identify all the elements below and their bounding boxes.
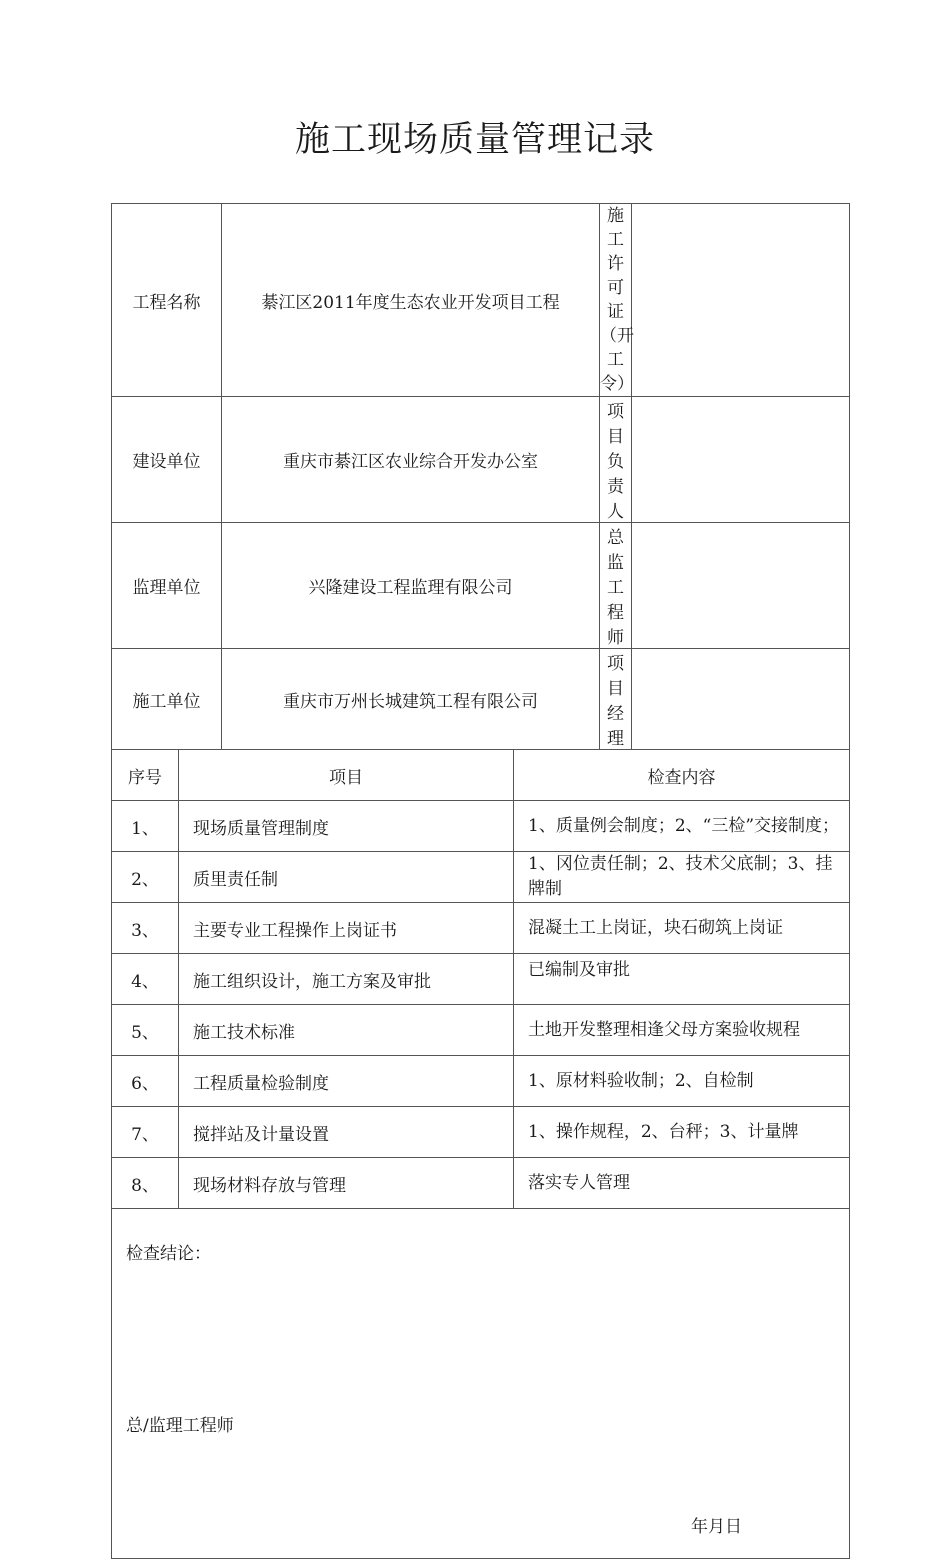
- permit-label: 施工许可证（开工令）: [600, 204, 632, 397]
- date-label: 年月日: [691, 1517, 742, 1537]
- supervisor-value: 兴隆建设工程监理有限公司: [222, 523, 600, 649]
- signature-label: 总/监理工程师: [126, 1416, 234, 1436]
- conclusion-label: 检查结论：: [126, 1244, 211, 1264]
- table-row: [112, 852, 850, 903]
- info-row-builder: [112, 397, 850, 523]
- row-content: 1、操作规程，2、台秤；3、计量牌: [514, 1107, 850, 1158]
- info-row-project: [112, 204, 850, 397]
- contractor-value: 重庆市万州长城建筑工程有限公司: [222, 649, 600, 750]
- row-no: 6、: [112, 1056, 179, 1107]
- row-content: 土地开发整理相逢父母方案验收规程: [514, 1005, 850, 1056]
- row-item: 搅拌站及计量设置: [179, 1107, 514, 1158]
- row-item: 施工技术标准: [179, 1005, 514, 1056]
- project-leader-label: 项目负责人: [600, 397, 632, 523]
- row-item: 现场材料存放与管理: [179, 1158, 514, 1209]
- table-row: [112, 954, 850, 1005]
- row-no: 2、: [112, 852, 179, 903]
- checklist-header-row: [112, 750, 850, 801]
- row-item: 工程质量检验制度: [179, 1056, 514, 1107]
- quality-record-table: [111, 203, 850, 1559]
- contractor-label: 施工单位: [112, 649, 222, 750]
- table-row: [112, 801, 850, 852]
- row-item: 施工组织设计，施工方案及审批: [179, 954, 514, 1005]
- chief-engineer-label: 总监工程师: [600, 523, 632, 649]
- conclusion-cell: [112, 1209, 850, 1559]
- row-no: 1、: [112, 801, 179, 852]
- row-item: 主要专业工程操作上岗证书: [179, 903, 514, 954]
- header-content: 检查内容: [514, 750, 850, 801]
- header-no: 序号: [112, 750, 179, 801]
- row-content: 1、原材料验收制；2、自检制: [514, 1056, 850, 1107]
- row-content: 1、冈位责任制；2、技术父底制；3、挂牌制: [514, 852, 850, 903]
- conclusion-row: [112, 1209, 850, 1559]
- builder-value: 重庆市綦江区农业综合开发办公室: [222, 397, 600, 523]
- table-row: [112, 1056, 850, 1107]
- project-manager-label: 项目经理: [600, 649, 632, 750]
- row-item: 现场质量管理制度: [179, 801, 514, 852]
- project-name-label: 工程名称: [112, 204, 222, 397]
- row-no: 3、: [112, 903, 179, 954]
- row-content: 混凝土工上岗证，块石砌筑上岗证: [514, 903, 850, 954]
- row-no: 8、: [112, 1158, 179, 1209]
- row-no: 4、: [112, 954, 179, 1005]
- row-content: 已编制及审批: [514, 954, 850, 1005]
- project-name-value: 綦江区2011年度生态农业开发项目工程: [222, 204, 600, 397]
- project-leader-value: [632, 397, 850, 523]
- table-row: [112, 1005, 850, 1056]
- table-row: [112, 903, 850, 954]
- row-item: 质里责任制: [179, 852, 514, 903]
- project-manager-value: [632, 649, 850, 750]
- row-no: 7、: [112, 1107, 179, 1158]
- table-row: [112, 1107, 850, 1158]
- info-row-contractor: [112, 649, 850, 750]
- builder-label: 建设单位: [112, 397, 222, 523]
- permit-value: [632, 204, 850, 397]
- supervisor-label: 监理单位: [112, 523, 222, 649]
- table-row: [112, 1158, 850, 1209]
- row-no: 5、: [112, 1005, 179, 1056]
- header-item: 项目: [179, 750, 514, 801]
- info-row-supervisor: [112, 523, 850, 649]
- row-content: 1、质量例会制度；2、“三检”交接制度；: [514, 801, 850, 852]
- page-title: 施工现场质量管理记录: [294, 120, 655, 160]
- row-content: 落实专人管理: [514, 1158, 850, 1209]
- chief-engineer-value: [632, 523, 850, 649]
